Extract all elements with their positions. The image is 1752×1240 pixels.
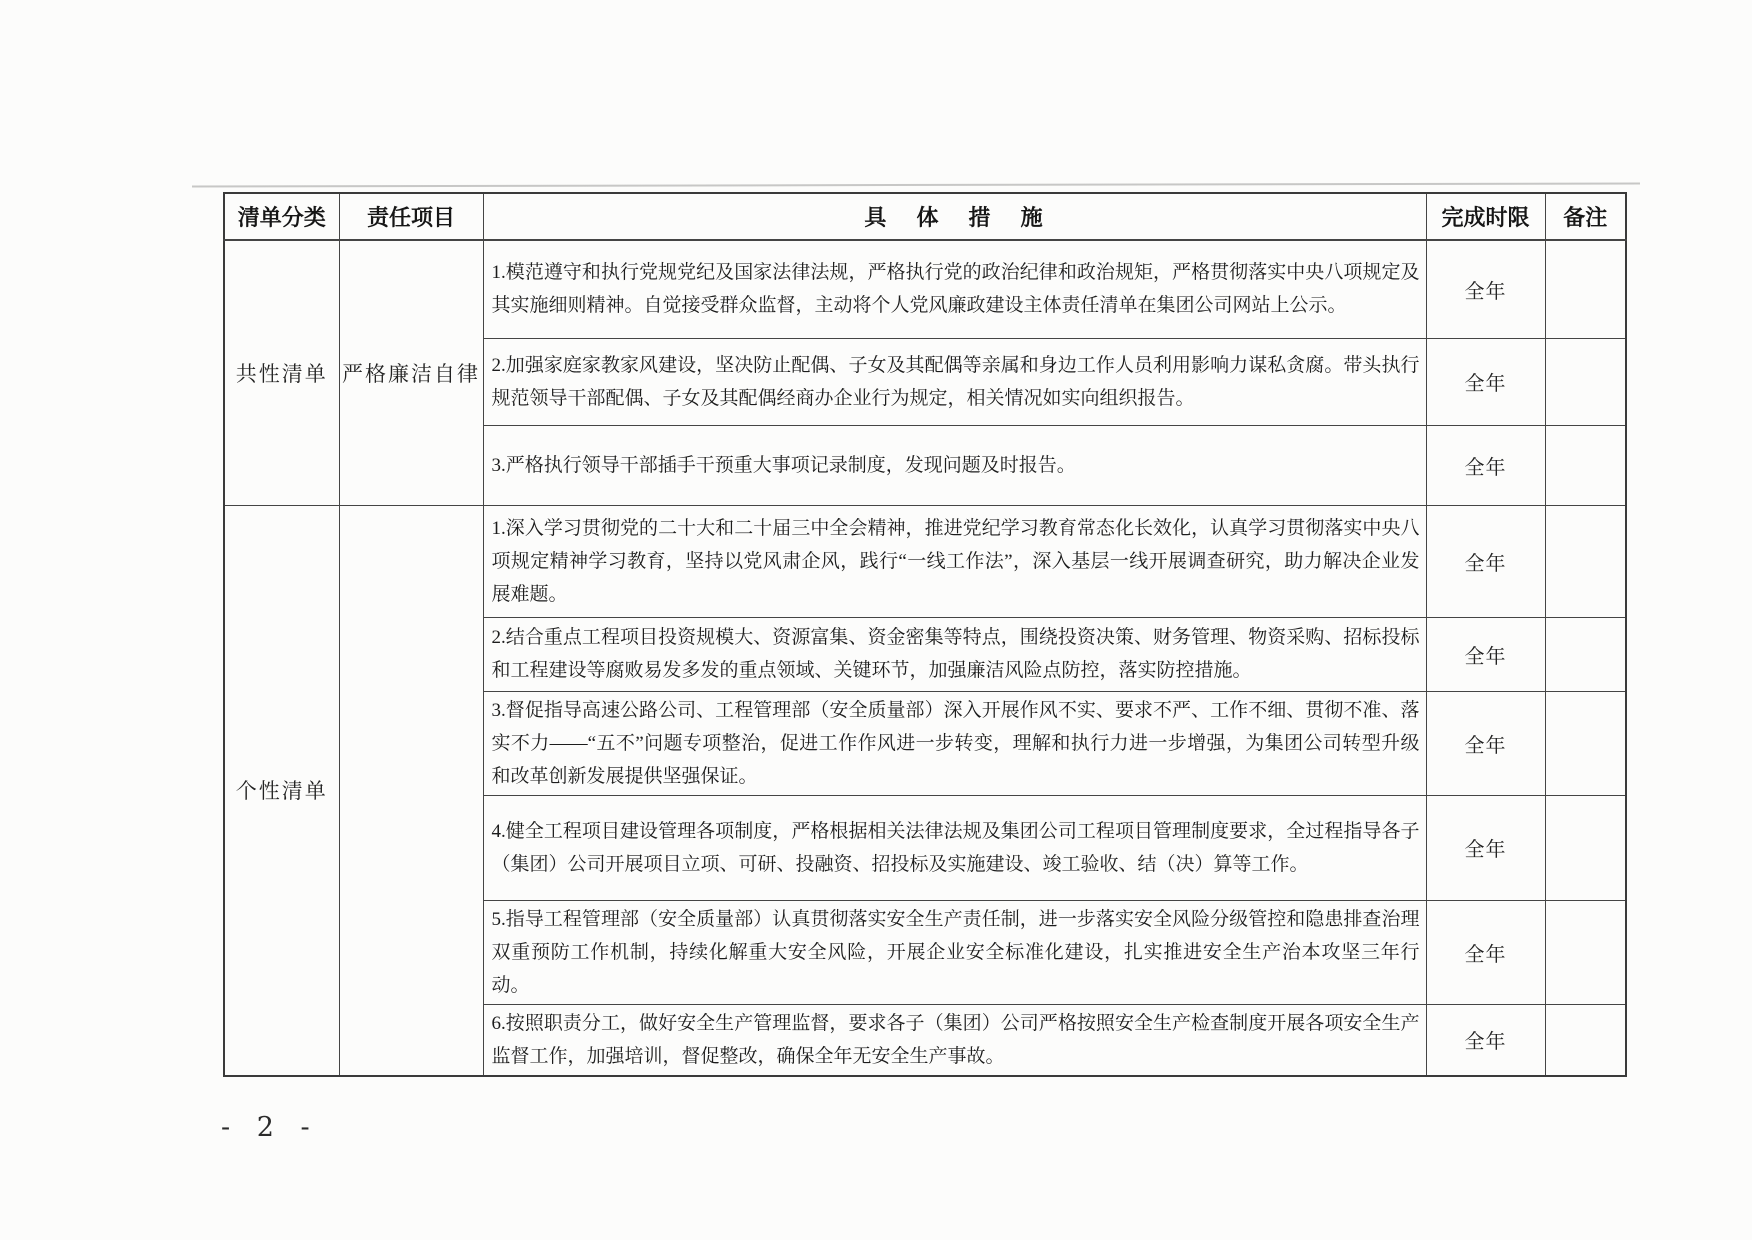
remark-cell xyxy=(1545,617,1626,691)
header-cell-category: 清单分类 xyxy=(224,193,339,240)
category-cell-group1: 共性清单 xyxy=(224,240,339,505)
remark-cell xyxy=(1545,1004,1626,1076)
header-row xyxy=(224,193,1626,240)
header-cell-measures: 具 体 措 施 xyxy=(483,193,1426,240)
measure-cell: 4.健全工程项目建设管理各项制度，严格根据相关法律法规及集团公司工程项目管理制度要求，全过程指导各子（集团）公司开展项目立项、可研、投融资、招投标及实施建设、竣工验收、结（决）算等工作。 xyxy=(483,795,1426,900)
deadline-cell: 全年 xyxy=(1426,900,1545,1004)
deadline-cell: 全年 xyxy=(1426,425,1545,505)
measure-cell: 3.严格执行领导干部插手干预重大事项记录制度，发现问题及时报告。 xyxy=(483,425,1426,505)
category-cell-group2: 个性清单 xyxy=(224,505,339,1076)
project-cell-group1: 严格廉洁自律 xyxy=(339,240,483,505)
deadline-cell: 全年 xyxy=(1426,1004,1545,1076)
remark-cell xyxy=(1545,505,1626,617)
remark-cell xyxy=(1545,338,1626,425)
measure-cell: 2.结合重点工程项目投资规模大、资源富集、资金密集等特点，围绕投资决策、财务管理、物资采购、招标投标和工程建设等腐败易发多发的重点领域、关键环节，加强廉洁风险点防控，落实防控措施。 xyxy=(483,617,1426,691)
measure-cell: 2.加强家庭家教家风建设，坚决防止配偶、子女及其配偶等亲属和身边工作人员利用影响力谋私贪腐。带头执行规范领导干部配偶、子女及其配偶经商办企业行为规定，相关情况如实向组织报告。 xyxy=(483,338,1426,425)
measure-cell: 3.督促指导高速公路公司、工程管理部（安全质量部）深入开展作风不实、要求不严、工作不细、贯彻不准、落实不力——“五不”问题专项整治，促进工作作风进一步转变，理解和执行力进一步增强，为集团公司转型升级和改革创新发展提供坚强保证。 xyxy=(483,691,1426,795)
deadline-cell: 全年 xyxy=(1426,240,1545,338)
remark-cell xyxy=(1545,691,1626,795)
responsibility-table xyxy=(223,192,1627,1077)
remark-cell xyxy=(1545,795,1626,900)
header-cell-deadline: 完成时限 xyxy=(1426,193,1545,240)
deadline-cell: 全年 xyxy=(1426,691,1545,795)
measure-cell: 5.指导工程管理部（安全质量部）认真贯彻落实安全生产责任制，进一步落实安全风险分级管控和隐患排查治理双重预防工作机制，持续化解重大安全风险，开展企业安全标准化建设，扎实推进安全生产治本攻坚三年行动。 xyxy=(483,900,1426,1004)
table-row xyxy=(224,505,1626,617)
project-cell-group2 xyxy=(339,505,483,1076)
scan-artifact-line xyxy=(192,182,1640,187)
remark-cell xyxy=(1545,900,1626,1004)
measure-cell: 1.模范遵守和执行党规党纪及国家法律法规，严格执行党的政治纪律和政治规矩，严格贯彻落实中央八项规定及其实施细则精神。自觉接受群众监督，主动将个人党风廉政建设主体责任清单在集团公司网站上公示。 xyxy=(483,240,1426,338)
table-row xyxy=(224,240,1626,338)
header-cell-project: 责任项目 xyxy=(339,193,483,240)
deadline-cell: 全年 xyxy=(1426,795,1545,900)
measure-cell: 6.按照职责分工，做好安全生产管理监督，要求各子（集团）公司严格按照安全生产检查制度开展各项安全生产监督工作，加强培训，督促整改，确保全年无安全生产事故。 xyxy=(483,1004,1426,1076)
deadline-cell: 全年 xyxy=(1426,338,1545,425)
remark-cell xyxy=(1545,425,1626,505)
header-cell-remark: 备注 xyxy=(1545,193,1626,240)
deadline-cell: 全年 xyxy=(1426,505,1545,617)
measure-cell: 1.深入学习贯彻党的二十大和二十届三中全会精神，推进党纪学习教育常态化长效化，认真学习贯彻落实中央八项规定精神学习教育，坚持以党风肃企风，践行“一线工作法”，深入基层一线开展调查研究，助力解决企业发展难题。 xyxy=(483,505,1426,617)
deadline-cell: 全年 xyxy=(1426,617,1545,691)
remark-cell xyxy=(1545,240,1626,338)
page-number: - 2 - xyxy=(221,1112,319,1143)
